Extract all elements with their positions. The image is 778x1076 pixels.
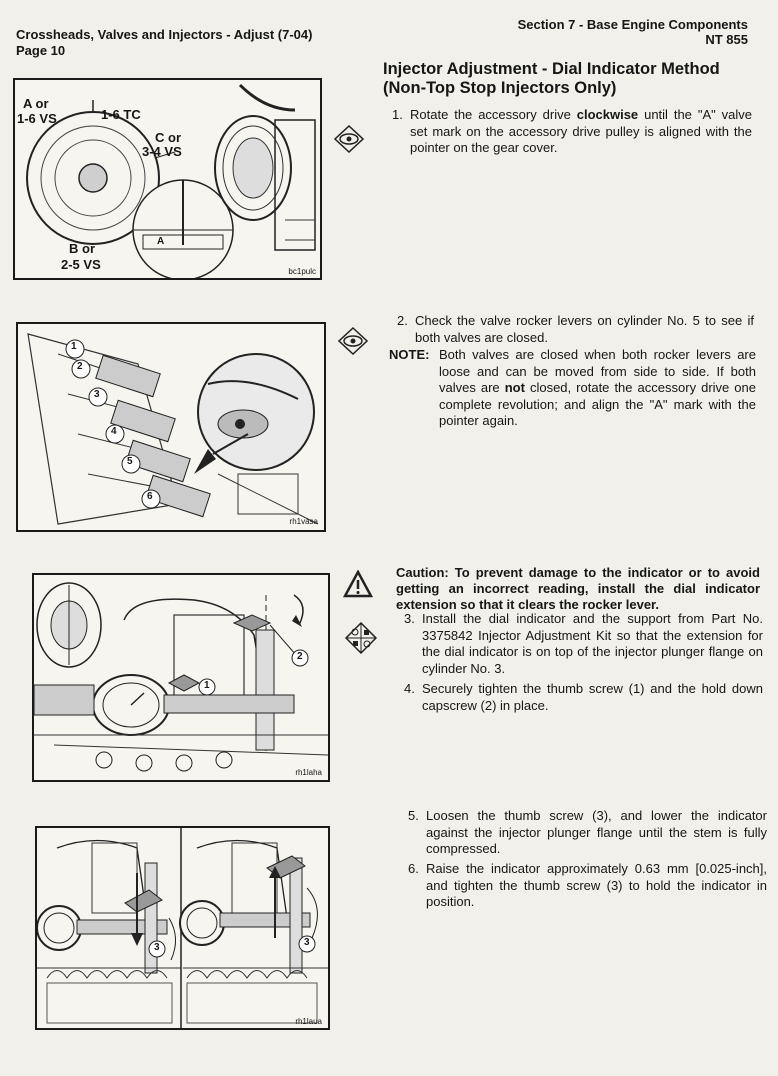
step-2: [397, 313, 754, 346]
note-text: [439, 347, 756, 430]
label-b-vs: 2-5 VS: [61, 257, 101, 272]
title-line-1: Injector Adjustment - Dial Indicator Method: [383, 60, 720, 78]
engine-model: NT 855: [705, 32, 748, 47]
figure-dial-indicator-install: [32, 573, 330, 782]
caution-block: Caution: To prevent damage to the indicator or to avoid getting an incorrect reading, install the dial indicator extension so that it clears the rocker lever.: [396, 565, 760, 612]
step-1-text-b: until the "A" valve set mark on the accessory drive pulley is aligned with the pointer on the gear cover.: [410, 107, 752, 155]
callout-cylinder-5: 5: [127, 456, 133, 467]
callout-cylinder-2: 2: [77, 361, 83, 372]
note-text-a: Both valves are closed when both rocker levers are loose and can be moved from side to side. If both valves are: [439, 347, 756, 395]
label-c-vs: 3-4 VS: [142, 144, 182, 159]
callout-thumb-screw-right: 3: [304, 937, 310, 948]
step-1: [392, 107, 752, 157]
step-number: 2.: [397, 313, 408, 328]
note-label: NOTE:: [389, 347, 430, 362]
step-number: 6.: [408, 861, 419, 876]
figure-code: rh1laha: [295, 768, 322, 777]
step-1-emphasis: clockwise: [576, 107, 639, 122]
label-a: A or: [23, 96, 49, 111]
step-3: [404, 611, 763, 677]
step-number: 4.: [404, 681, 415, 696]
callout-capscrew: 2: [297, 651, 303, 662]
callout-cylinder-6: 6: [147, 491, 153, 502]
eye-icon: [338, 327, 368, 360]
title-line-2: (Non-Top Stop Injectors Only): [383, 79, 617, 97]
figure-accessory-pulley: [13, 78, 322, 280]
callout-cylinder-3: 3: [94, 389, 100, 400]
pointer-mark-a: A: [157, 236, 165, 247]
callout-cylinder-4: 4: [111, 426, 117, 437]
pulley-illustration: [15, 80, 320, 278]
figure-rocker-levers: [16, 322, 326, 532]
step-text: Securely tighten the thumb screw (1) and the hold down capscrew (2) in place.: [422, 681, 763, 713]
note-emphasis: not: [504, 380, 525, 395]
figure-code: rh1laua: [295, 1017, 322, 1026]
procedure-title: [383, 60, 753, 98]
figure-indicator-adjust: [35, 826, 330, 1030]
page-header-left: [16, 27, 312, 59]
eye-icon: [334, 125, 364, 158]
warning-triangle-icon: [343, 570, 373, 603]
tool-wrench-icon: [345, 622, 377, 659]
step-number: 1.: [392, 107, 403, 122]
label-a-vs: 1-6 VS: [17, 111, 57, 126]
label-tc: 1-6 TC: [101, 107, 141, 122]
rocker-levers-illustration: [18, 324, 324, 530]
figure-code: bc1pulc: [288, 267, 316, 276]
label-c: C or: [155, 130, 181, 145]
step-text: Check the valve rocker levers on cylinder No. 5 to see if both valves are closed.: [415, 313, 754, 345]
step-number: 5.: [408, 808, 419, 823]
step-number: 3.: [404, 611, 415, 626]
label-a-mark: [23, 97, 49, 111]
callout-thumb-screw-left: 3: [154, 942, 160, 953]
page-header-right: [518, 17, 748, 47]
chapter-title: Crossheads, Valves and Injectors - Adjust (7-04): [16, 27, 313, 42]
section-title: Section 7 - Base Engine Components: [517, 17, 748, 32]
step-text: [410, 107, 752, 157]
step-text: Loosen the thumb screw (3), and lower the indicator against the injector plunger flange until the stem is fully compressed.: [426, 808, 767, 856]
label-b: B or: [69, 241, 95, 256]
note-text-b: closed, rotate the accessory drive one complete revolution; and align the "A" mark with the pointer again.: [439, 380, 756, 428]
figure-code: rh1vasa: [289, 517, 318, 526]
note-block: [389, 347, 756, 430]
dial-indicator-illustration: [34, 575, 328, 780]
step-text: Raise the indicator approximately 0.63 mm [0.025-inch], and tighten the thumb screw (3) to hold the indicator in position.: [426, 861, 767, 909]
page-number: Page 10: [16, 43, 66, 58]
indicator-adjust-illustration: [37, 828, 328, 1028]
step-4: [404, 681, 763, 714]
step-6: [408, 861, 767, 911]
step-1-text-a: Rotate the accessory drive: [410, 107, 577, 122]
callout-thumb-screw: 1: [204, 680, 210, 691]
step-5: [408, 808, 767, 858]
callout-cylinder-1: 1: [71, 341, 77, 352]
step-text: Install the dial indicator and the support from Part No. 3375842 Injector Adjustment Kit so that the extension for the dial indicator is on top of the injector plunger flange on cylinder No. 3.: [422, 611, 763, 676]
